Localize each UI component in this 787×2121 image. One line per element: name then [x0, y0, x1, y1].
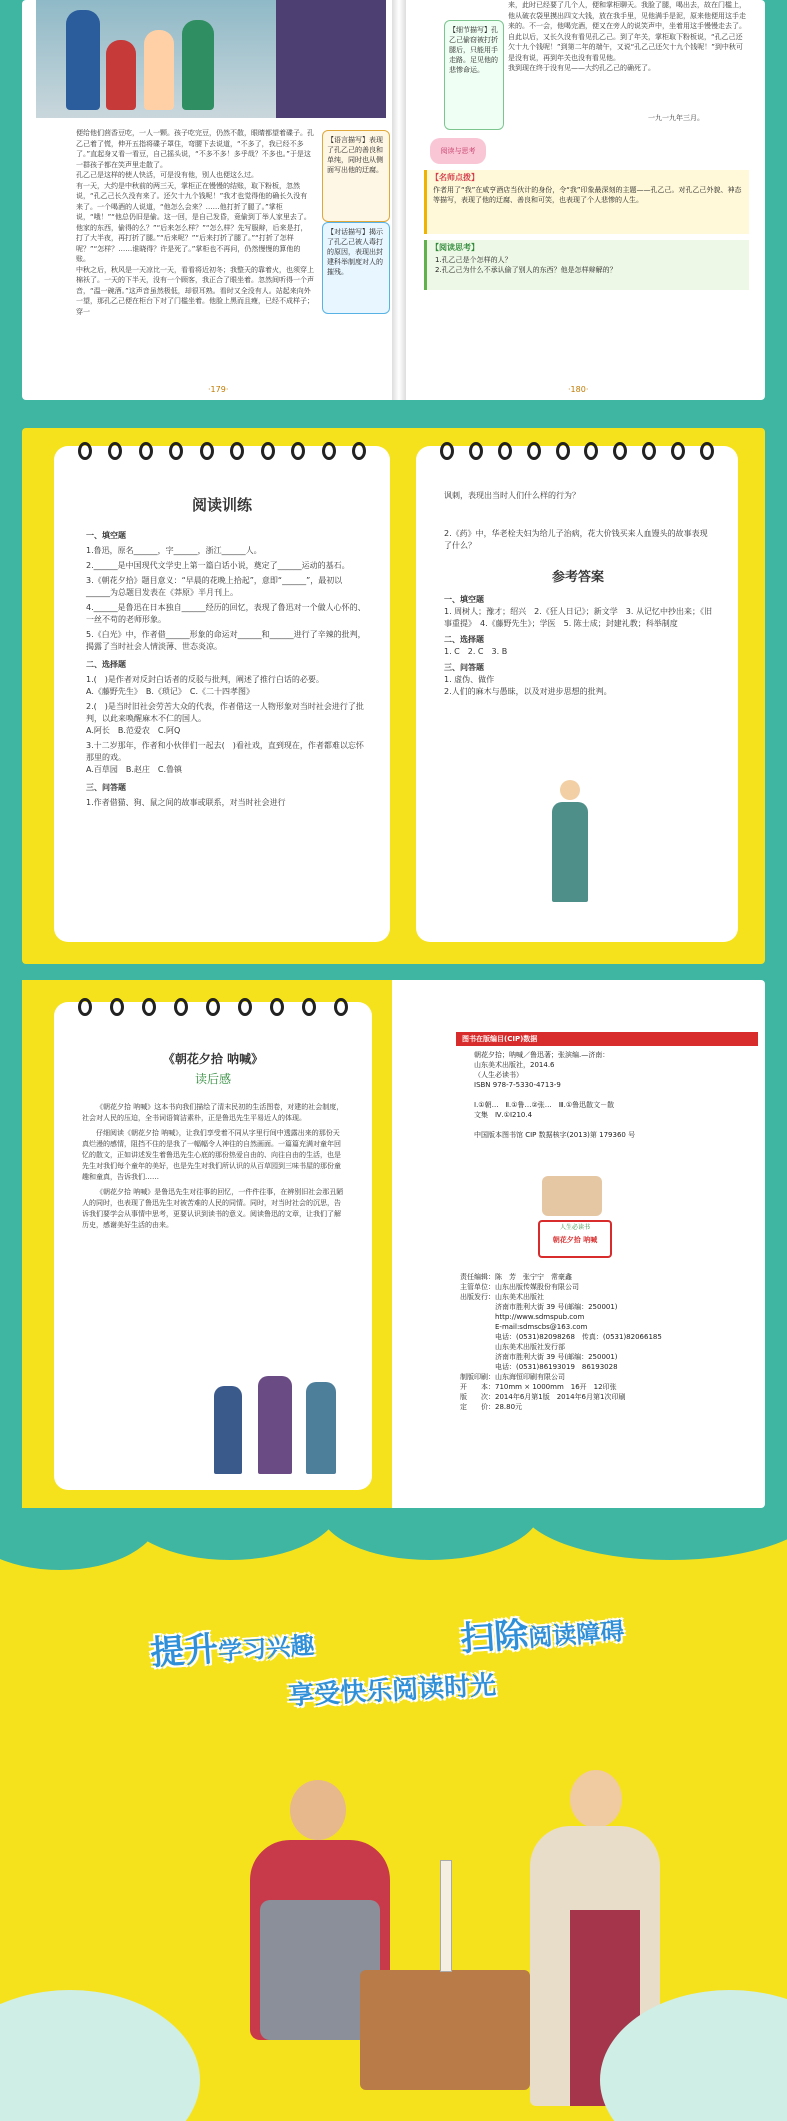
book-spread-1 — [22, 0, 765, 400]
review-paragraph-3: 《朝花夕拾 呐喊》是鲁迅先生对往事的回忆，一件件往事，在辨别旧社会那丑陋人的同时，也表现了鲁迅先生对被苦难的人民的同情。同时，对当时社会的沉思，告诉我们要学会从事情中思考，更要认识到读书的意义。阅读鲁迅的文章，让我们了解历史，感谢美好生活的由来。 — [82, 1188, 344, 1229]
review-paragraph-1: 《朝花夕拾 呐喊》这本书向我们描绘了清末民初的生活图卷，对建的社会制度，社会对人民的压迫，全书词语简洁素朴，正是鲁迅先生平易近人的体现。 — [82, 1103, 344, 1122]
book-seal-illustration — [534, 1176, 614, 1256]
publication-line: 制版印刷：山东海恒印刷有限公司 — [460, 1373, 565, 1381]
cip-line — [474, 1120, 754, 1130]
book-spine — [392, 0, 406, 400]
publication-line: 山东美术出版社发行部 — [460, 1343, 565, 1351]
promo-banner — [0, 1520, 787, 2121]
cip-line: 山东美术出版社，2014.6 — [474, 1061, 555, 1069]
answers-choice-heading: 二、选择题 — [444, 635, 484, 644]
page-179 — [22, 0, 392, 400]
publication-line: 定 价：28.80元 — [460, 1403, 523, 1411]
book-spread-2 — [22, 428, 765, 964]
exercise-title: 阅读训练 — [191, 496, 252, 514]
answers-fill-heading: 一、填空题 — [444, 595, 484, 604]
exercise-card — [58, 450, 386, 938]
reading-badge — [430, 138, 486, 164]
slogan-line-1b — [458, 1600, 625, 1660]
binder-rings-review — [78, 998, 348, 1016]
choice-q1: 1.( )是作者对反封白话者的反驳与批判，阐述了推行白话的必要。 — [86, 675, 324, 684]
cip-line: 文集 Ⅳ.①I210.4 — [474, 1111, 533, 1119]
qa-q1: 1.作者借猫、狗、鼠之间的故事或联系，对当时社会进行 — [86, 798, 286, 807]
illustration-children-scene — [36, 0, 386, 118]
publication-line: 主管单位：山东出版传媒股份有限公司 — [460, 1283, 579, 1291]
page-number-179: ·179· — [208, 385, 229, 394]
review-paragraph-2: 仔细阅读《朝花夕拾 呐喊》，让我们享受着不同从字里行间中透露出来的那份天真烂漫的感情，阻挡不住的是我了一幅幅令人神往的自然画面。一篇篇充满对童年回忆的散文，正如讲述发生着鲁迅先生心底的那份热爱自由的、向往自由的生活，也是先生对我们每个童年的美好，也是先生对我们所认识的从百草园到三味书屋的那份童趣和童真，告诉我们…… — [82, 1129, 341, 1181]
qa-q2: 2.《药》中，华老栓夫妇为给儿子治病，花大价钱买来人血馒头的故事表现了什么？ — [444, 529, 708, 550]
table-desk — [360, 1970, 530, 2090]
cip-page — [414, 980, 765, 1508]
qa-heading: 三、问答题 — [86, 783, 126, 792]
cip-line: ISBN 978-7-5330-4713-9 — [474, 1081, 561, 1089]
answers-title: 参考答案 — [551, 570, 604, 585]
answers-fill: 1. 周树人；豫才；绍兴 2.《狂人日记》；新文学 3. 从记忆中抄出来；《旧事重提》 4.《藤野先生》；学医 5. 陈士成；封建礼教；科举制度 — [444, 607, 712, 628]
review-body — [82, 1102, 344, 1231]
cip-lines — [474, 1050, 754, 1140]
slogan-big-2: 扫除 — [459, 1615, 530, 1660]
publication-line: 电话：(0531)82098268 传真：(0531)82066185 — [460, 1333, 662, 1341]
binder-rings-right — [440, 442, 714, 460]
binder-rings-left — [78, 442, 366, 460]
reading-badge-label: 阅读与思考 — [440, 147, 476, 155]
spread2-band — [0, 420, 787, 980]
thinking-question-1: 1.孔乙己是个怎样的人？ — [435, 256, 512, 264]
answers-choice: 1. C 2. C 3. B — [444, 647, 508, 656]
page-179-body: 便给他们茴香豆吃，一人一颗。孩子吃完豆，仍然不散，眼睛都望着碟子。孔乙己着了慌，伸开五指将碟子罩住，弯腰下去说道，“不多了，我已经不多了。”直起身又看一看豆，自己摇头说，“不多不多！多乎哉？不多也。”于是这一群孩子都在笑声里走散了。 孔乙己是这样的使人快活，可是没有他，别人也便这么过。 有一天，大约是中秋前的两三天，掌柜正在慢慢的结账，取下粉板，忽然说，“孔乙己长久没有来了。还欠十九个钱呢！”我才也觉得他的确长久没有来了。一个喝酒的人说道，“他怎么会来？……他打折了腿了。”掌柜说，“哦！”“他总仍旧是偷。这一回，是自己发昏，竟偷到丁举人家里去了。他家的东西，偷得的么？”“后来怎么样？”“怎么样？先写服辩，后来是打，打了大半夜，再打折了腿。”“后来呢？”“后来打折了腿了。”“打折了怎样呢？”“怎样？……谁晓得？许是死了。”掌柜也不再问，仍然慢慢的算他的账。 中秋之后，秋风是一天凉比一天，看看将近初冬；我整天的靠着火，也须穿上棉袄了。一天的下半天，没有一个顾客，我正合了眼坐着。忽然间听得一个声音，“温一碗酒。”这声音虽然极低，却很耳熟。看时又全没有人。站起来向外一望，那孔乙己便在柜台下对了门槛坐着。他脸上黑而且瘦，已经不成样子；穿一 — [76, 129, 314, 316]
publication-line: 电话：(0531)86193019 86193028 — [460, 1363, 618, 1371]
seal-top-label: 人生必读书 — [559, 1224, 590, 1231]
review-subtitle: 读后感 — [194, 1072, 231, 1086]
choice-q3: 3.十二岁那年，作者和小伙伴们一起去( )看社戏，直到现在，作者都难以忘怀那里的戏。 — [86, 741, 364, 762]
publication-line: 版 次：2014年6月第1版 2014年6月第1次印刷 — [460, 1393, 626, 1401]
review-card — [58, 1006, 368, 1486]
choice-q1-options: A.《藤野先生》 B.《琐记》 C.《二十四孝图》 — [86, 687, 255, 696]
publication-line: http://www.sdmspub.com — [460, 1313, 585, 1321]
candle-icon — [440, 1860, 452, 1972]
teacher-tip-body: 作者用了“我”在咸亨酒店当伙计的身份，令“我”印象最深刻的主题——孔乙己。对孔乙己外貌、神态等描写，表现了他的迂腐、善良和可笑，也表现了个人悲惨的人生。 — [433, 186, 742, 204]
teacher-tip-section — [424, 170, 749, 234]
answers-qa-2: 2.人们的麻木与愚昧，以及对进步思想的批判。 — [444, 687, 612, 696]
fill-blank-q3: 3.《朝花夕拾》题目意义：“早晨的花晚上拾起”，意即“______”，最初以______为总题目发表在《莽原》半月刊上。 — [86, 576, 343, 597]
fill-blank-q1: 1.鲁迅，原名______，字______，浙江______人。 — [86, 546, 262, 555]
reading-thinking-title: 【阅读思考】 — [431, 243, 479, 252]
slogan-big-1: 提升 — [149, 1629, 220, 1674]
slogan-line-1 — [148, 1614, 315, 1674]
teacher-tip-title: 【名师点拨】 — [431, 173, 479, 182]
note-language-description: 【语言描写】表现了孔乙己的善良和单纯，同时也从侧面写出他的迂腐。 — [322, 130, 390, 222]
answer-card — [420, 450, 734, 938]
spread3-band — [0, 980, 787, 1520]
publication-line: 济南市胜利大街 39 号(邮编：250001) — [460, 1353, 618, 1361]
book-spread-3 — [22, 980, 765, 1508]
choice-heading: 二、选择题 — [86, 660, 126, 669]
publication-line: E-mail:sdmscbs@163.com — [460, 1323, 588, 1331]
publication-line: 济南市胜利大街 39 号(邮编：250001) — [460, 1303, 618, 1311]
publication-line: 开 本：710mm × 1000mm 16开 12印张 — [460, 1383, 617, 1391]
spread1-band — [0, 0, 787, 420]
fill-blank-q4: 4.______是鲁迅在日本独自______经历的回忆，表现了鲁迅对一个做人心怀的、一丝不苟的老师形象。 — [86, 603, 366, 624]
page-number-180: ·180· — [568, 385, 589, 394]
slogan-small-2: 阅读障碍 — [527, 1617, 626, 1652]
exercise-content — [86, 530, 366, 809]
thinking-question-2: 2.孔乙己为什么不承认偷了别人的东西？他是怎样辩解的？ — [435, 266, 617, 274]
choice-q2-options: A.阿长 B.范爱农 C.阿Q — [86, 726, 181, 735]
note-detail-description: 【细节描写】孔乙己偷窃被打折腿后，只能用手走路。足见他的悲惨命运。 — [444, 20, 504, 130]
seal-main-label: 朝花夕拾 呐喊 — [552, 1236, 598, 1244]
answers-qa-heading: 三、问答题 — [444, 663, 484, 672]
page-180-body: 来，此时已经要了几个人，便和掌柜聊天。我脸了腿，喝出去，故在门槛上，他从破衣袋里摸出四文大钱，放在我手里，见他满手是泥，原来他便用这手走来的。不一会，他喝完酒，便又在旁人的说笑声中，坐着用这手慢慢走去了。 自此以后，又长久没有看见孔乙己。到了年关，掌柜取下粉板说，“孔乙己还欠十九个钱呢！”到第二年的端午，又说“孔乙己还欠十九个钱呢！”到中秋可是没有说，再到年关也没有看见他。 我到现在终于没有见——大约孔乙己的确死了。 — [508, 1, 746, 72]
review-title: 《朝花夕拾 呐喊》 — [162, 1052, 264, 1066]
answer-card-content — [444, 490, 712, 698]
cip-line: 朝花夕拾；呐喊／鲁迅著；张滨编.—济南： — [474, 1051, 610, 1059]
fill-blank-q2: 2.______是中国现代文学史上第一篇白话小说，奠定了______运动的基石。 — [86, 561, 350, 570]
reading-thinking-section — [424, 240, 749, 290]
slogan-small-1: 学习兴趣 — [217, 1631, 316, 1666]
note-dialogue-description: 【对话描写】揭示了孔乙己被人毒打的原因，表现出封建科举制度对人的摧残。 — [322, 222, 390, 314]
cip-line: 中国版本图书馆 CIP 数据核字(2013)第 179360 号 — [474, 1131, 636, 1139]
choice-q3-options: A.百草园 B.赵庄 C.鲁镇 — [86, 765, 183, 774]
answers-qa-1: 1. 虚伪、做作 — [444, 675, 495, 684]
publication-line: 责任编辑：陈 芳 张宁宁 常豪鑫 — [460, 1273, 572, 1281]
cip-header: 图书在版编目(CIP)数据 — [456, 1032, 758, 1046]
cip-line: Ⅰ.①朝… Ⅱ.①鲁…②张… Ⅲ.①鲁迅散文－散 — [474, 1101, 615, 1109]
page-180 — [408, 0, 765, 400]
publication-info — [460, 1272, 750, 1412]
page-180-date: 一九一九年三月。 — [648, 114, 704, 122]
publication-line: 出版发行：山东美术出版社 — [460, 1293, 544, 1301]
fill-blank-q5: 5.《白光》中，作者借______形象的命运对______和______进行了辛辣的批判，揭露了当时社会人情淡薄、世态炎凉。 — [86, 630, 366, 651]
choice-q2: 2.( )是当时旧社会劳苦大众的代表，作者借这一人物形象对当时社会进行了批判，以此来唤醒麻木不仁的国人。 — [86, 702, 364, 723]
illustration-standing-figure — [550, 780, 590, 910]
illustration-three-figures — [208, 1376, 348, 1476]
slogan-line-2: 享受快乐阅读时光 — [287, 1670, 497, 1712]
qa-q1-continued: 讽刺，表现出当时人们什么样的行为？ — [444, 491, 580, 500]
cip-line: （人生必读书） — [474, 1071, 523, 1079]
cip-line — [474, 1090, 754, 1100]
fill-blank-heading: 一、填空题 — [86, 531, 126, 540]
